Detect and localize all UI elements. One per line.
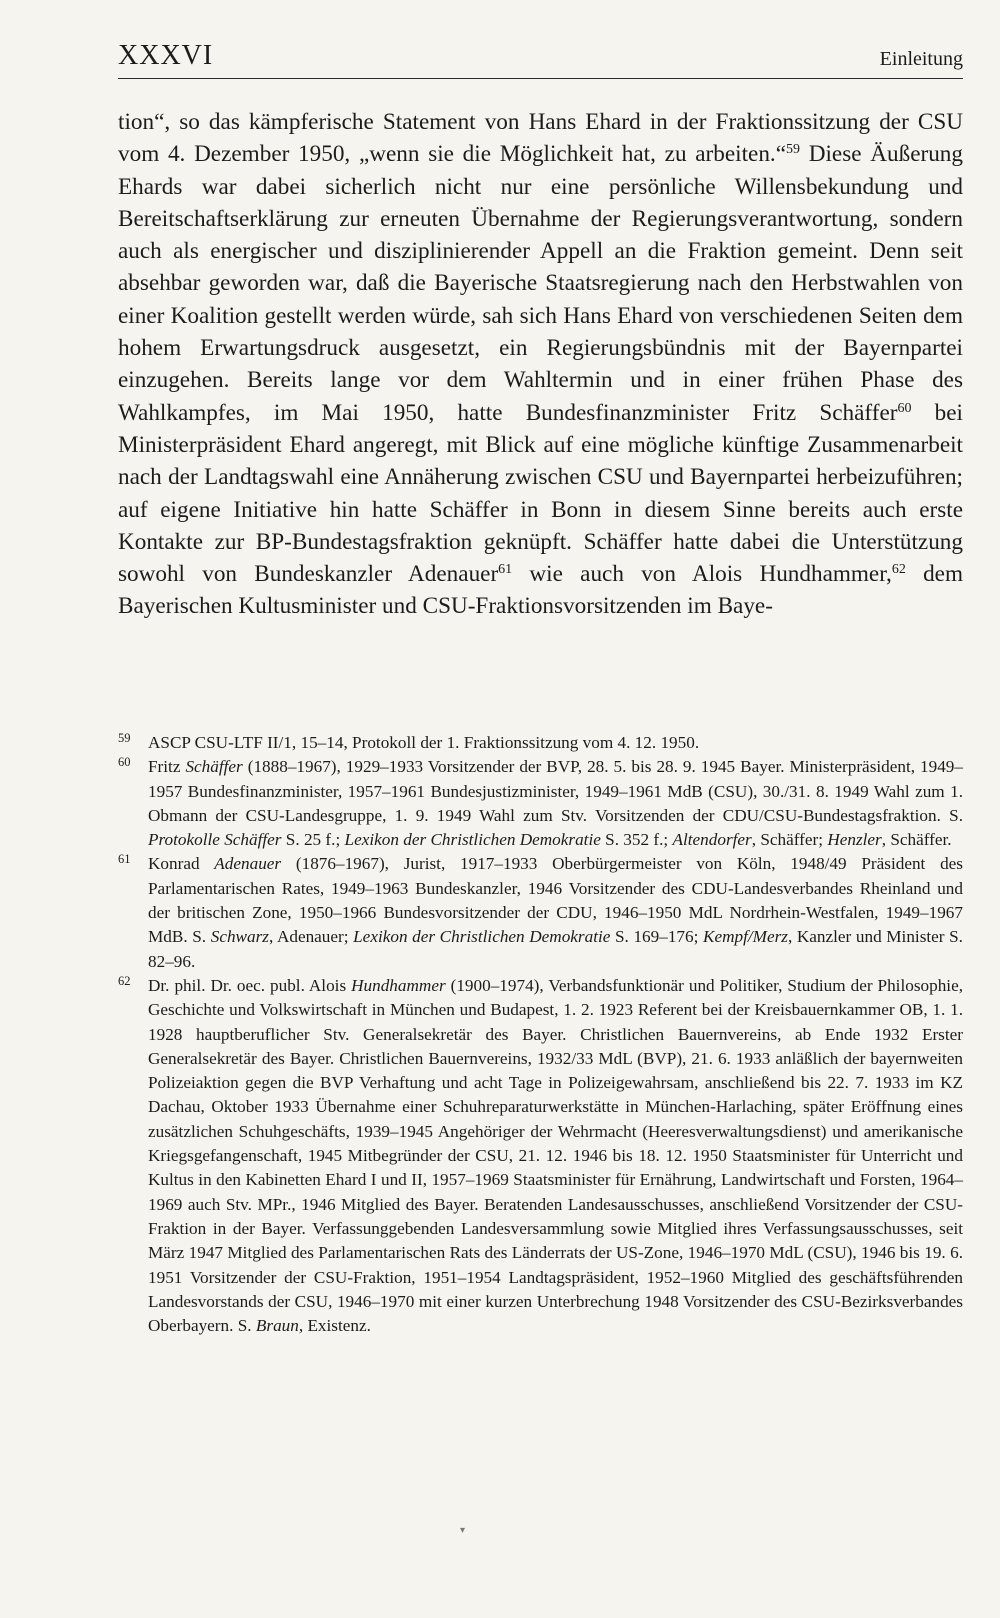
text-run: S. 169–176; [610, 927, 703, 947]
footnote-number: 61 [118, 852, 131, 867]
footnote-62 [118, 974, 963, 1338]
italic-text: Schäffer [185, 757, 243, 777]
text-run: bei Ministerpräsident Ehard angeregt, mit Blick auf eine mögliche künftige Zusammenarbeit nach der Landtagswahl eine Annäherung zwischen CSU und Bayernpartei herbeizuführen; auf eigene Initiative hin hatte Schäffer in Bonn in diesem Sinne bereits auch erste Kontakte zur BP-Bundestagsfraktion geknüpft. Schäffer hatte dabei die Unterstützung sowohl von Bundeskanzler Adenauer [118, 399, 963, 588]
footnote-text [148, 755, 963, 852]
text-run: ASCP CSU-LTF II/1, 15–14, Protokoll der 1. Fraktionssitzung vom 4. 12. 1950. [148, 733, 700, 752]
footnote-number: 62 [118, 973, 131, 988]
italic-text: Hundhammer [351, 975, 446, 995]
italic-text: Lexikon der Christlichen Demokratie [353, 927, 611, 947]
italic-text: Henzler [827, 830, 882, 850]
text-run: Dr. phil. Dr. oec. publ. Alois [148, 975, 352, 995]
footnote-text [148, 731, 963, 755]
footnote-60 [118, 755, 963, 852]
text-run: wie auch von Alois Hundhammer, [512, 561, 892, 588]
italic-text: Kempf/Merz [703, 927, 788, 947]
italic-text: Altendorfer [672, 830, 752, 850]
text-run: tion“, so das kämpferische Statement von Hans Ehard in der Fraktionssitzung der CSU vom 4. Dezember 1950, „wenn sie die Möglichkeit hat, zu arbeiten.“ [118, 109, 963, 168]
footnote-number: 59 [118, 731, 131, 745]
italic-text: Schwarz [210, 927, 269, 947]
footnotes [118, 731, 963, 1338]
main-text [118, 106, 963, 623]
text-run: , Existenz. [298, 1316, 371, 1336]
print-speck: ▾ [460, 1525, 466, 1536]
text-run: S. 352 f.; [600, 830, 673, 850]
italic-text: Protokolle Schäffer [148, 830, 282, 850]
italic-text: Lexikon der Christlichen Demokratie [344, 830, 601, 850]
text-run: , Kanzler und Minister S. 82–96. [148, 927, 963, 971]
footnote-text [148, 974, 963, 1338]
footnote-number: 60 [118, 755, 131, 770]
running-head: Einleitung [879, 48, 963, 70]
page-header [118, 38, 963, 79]
footnote-marker: 59 [786, 142, 801, 158]
text-run: (1900–1974), Verbandsfunktionär und Politiker, Studium der Philosophie, Geschichte und Volkswirtschaft in München und Budapest, 1. 2. 1923 Referent bei der Kreisbauernkammer OB, 1. 1. 1928 hauptberuflicher Stv. Generalsekretär des Bayer. Christlichen Bauernvereins, ab Ende 1932 Erster Generalsekretär des Bayer. Christlichen Bauernvereins, 1932/33 MdL (BVP), 21. 6. 1933 anläßlich der bayernweiten Polizeiaktion gegen die BVP Verhaftung und acht Tage in Polizeigewahrsam, anschließend bis 22. 7. 1933 im KZ Dachau, Oktober 1933 Übernahme einer Schuhreparaturwerkstätte in München-Harlaching, später Eröffnung eines zusätzlichen Schuhgeschäfts, 1939–1945 Angehöriger der Wehrmacht (Heeresverwaltungsdienst) und amerikanische Kriegsgefangenschaft, 1945 Mitbegründer der CSU, 21. 12. 1946 bis 18. 12. 1950 Staatsminister für Unterricht und Kultus in den Kabinetten Ehard I und II, 1957–1969 Staatsminister für Ernährung, Landwirtschaft und Forsten, 1964–1969 auch Stv. MPr., 1946 Mitglied des Bayer. Beratenden Landesausschusses, anschließend Vorsitzender der CSU-Fraktion in der Bayer. Verfassunggebenden Landesversammlung sowie Mitglied ihres Verfassungsausschusses, seit März 1947 Mitglied des Parlamentarischen Rats des Länderrats der US-Zone, 1946–1970 MdL (CSU), 1946 bis 19. 6. 1951 Vorsitzender der CSU-Fraktion, 1951–1954 Landtagspräsident, 1952–1960 Mitglied des geschäftsführenden Landesvorstands der CSU, 1946–1970 mit einer kurzen Unterbrechung 1948 Vorsitzender des CSU-Bezirksverbandes Oberbayern. S. [148, 975, 963, 1336]
italic-text: Braun [255, 1316, 299, 1336]
footnote-61 [118, 852, 963, 973]
text-run: Diese Äußerung Ehards war dabei sicherlich nicht nur eine persönliche Willensbekundung und Bereitschaftserklärung zur erneuten Übernahme der Regierungsverantwortung, sondern auch als energischer und disziplinierender Appell an die Fraktion gemeint. Denn seit absehbar geworden war, daß die Bayerische Staatsregierung nach den Herbstwahlen von einer Koalition gestellt werden würde, sah sich Hans Ehard von verschiedenen Seiten dem hohem Erwartungsdruck ausgesetzt, ein Regierungsbündnis mit der Bayernpartei einzugehen. Bereits lange vor dem Wahltermin und in einer frühen Phase des Wahlkampfes, im Mai 1950, hatte Bundesfinanzminister Fritz Schäffer [118, 141, 963, 426]
text-run: , Schäffer; [751, 830, 828, 850]
body-paragraph [118, 106, 963, 623]
italic-text: Adenauer [214, 854, 282, 874]
text-run: , Adenauer; [268, 927, 354, 947]
text-run: dem Bayerischen Kultusminister und CSU-Fraktionsvorsitzenden im Baye- [118, 561, 963, 620]
text-run: , Schäffer. [881, 830, 952, 850]
footnote-marker: 60 [897, 400, 912, 416]
text-run: S. 25 f.; [281, 830, 345, 850]
footnote-text [148, 852, 963, 973]
text-run: (1888–1967), 1929–1933 Vorsitzender der BVP, 28. 5. bis 28. 9. 1945 Bayer. Ministerpräsident, 1949–1957 Bundesfinanzminister, 1957–1961 Bundesjustizminister, 1949–1961 MdB (CSU), 30./31. 8. 1949 Wahl zum 1. Obmann der CSU-Landesgruppe, 1. 9. 1949 Wahl zum Stv. Vorsitzenden der CDU/CSU-Bundestagsfraktion. S. [148, 757, 963, 825]
text-run: Konrad [148, 854, 215, 874]
footnote-marker: 61 [498, 562, 513, 578]
text-run: Fritz [148, 757, 186, 777]
text-run: (1876–1967), Jurist, 1917–1933 Oberbürgermeister von Köln, 1948/49 Präsident des Parlamentarischen Rates, 1949–1963 Bundeskanzler, 1946 Vorsitzender des CDU-Landesverbandes Rheinland und der britischen Zone, 1950–1966 Bundesvorsitzender der CDU, 1946–1950 MdL Nordrhein-Westfalen, 1949–1967 MdB. S. [148, 854, 963, 947]
footnote-59 [118, 731, 963, 755]
footnote-marker: 62 [891, 562, 906, 578]
page-number: XXXVI [118, 40, 214, 71]
